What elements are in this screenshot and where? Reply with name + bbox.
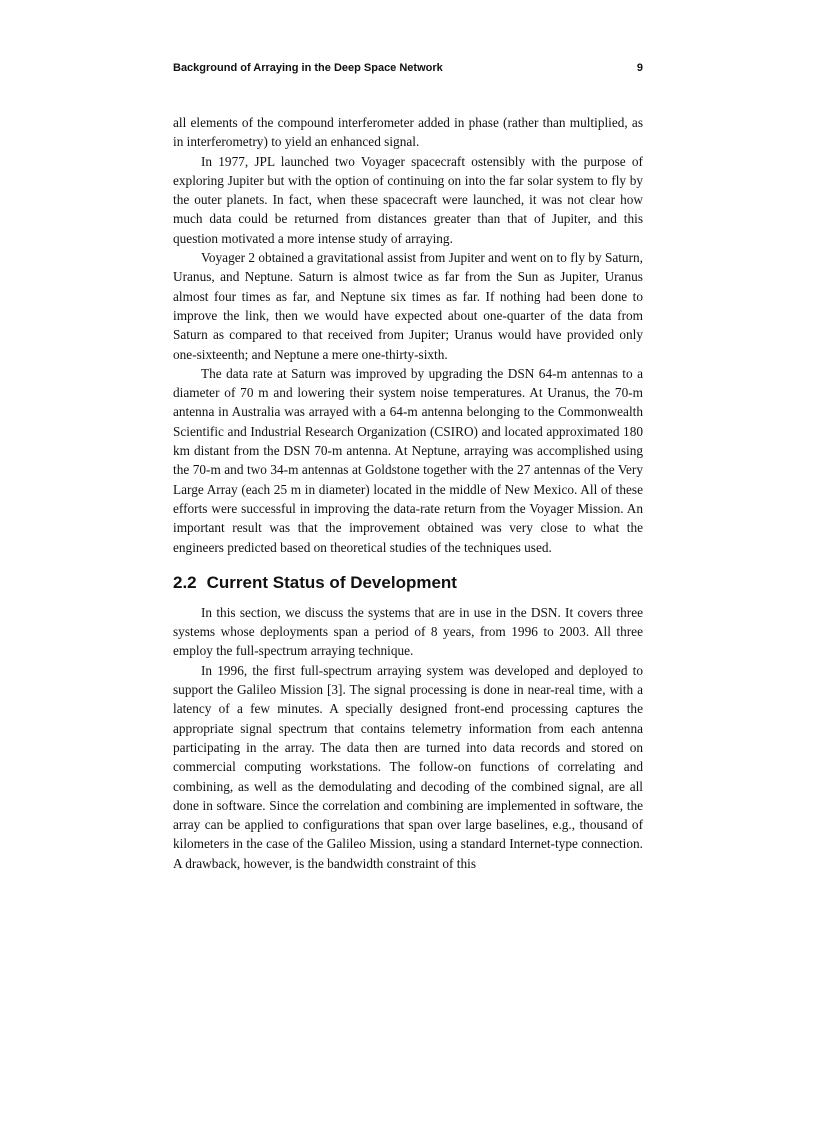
paragraph-data-rate: The data rate at Saturn was improved by upgrading the DSN 64-m antennas to a diameter of 70 m and lowering their system noise temperatures. At Uranus, the 70-m antenna in Australia was arrayed with a 64-m antenna belonging to the Commonwealth Scientific and Industrial Research Organization (CSIRO) and located approximated 180 km distant from the DSN 70-m antenna. At Neptune, arraying was accomplished using the 70-m and two 34-m antennas at Goldstone together with the 27 antennas of the Very Large Array (each 25 m in diameter) located in the middle of New Mexico. All of these efforts were successful in improving the data-rate return from the Voyager Mission. An important result was that the improvement obtained was very close to what the engineers predicted based on theoretical studies of the techniques used. <box>173 365 643 555</box>
section-heading <box>173 571 643 595</box>
running-header-title: Background of Arraying in the Deep Space Network <box>173 62 443 74</box>
running-header <box>173 60 643 76</box>
body-text <box>173 113 643 873</box>
paragraph-section-intro: In this section, we discuss the systems that are in use in the DSN. It covers three systems whose deployments span a period of 8 years, from 1996 to 2003. All three employ the full-spectrum arraying technique. <box>173 604 643 659</box>
section-number: 2.2 <box>173 572 197 592</box>
page-number: 9 <box>636 62 643 74</box>
page <box>173 60 643 873</box>
paragraph-galileo-1996: In 1996, the first full-spectrum arraying system was developed and deployed to support the Galileo Mission [3]. The signal processing is done in near-real time, with a latency of a few minutes. A specially designed front-end processing captures the appropriate signal spectrum that contains telemetry information from each antenna participating in the array. The data then are turned into data records and stored on commercial computing workstations. The follow-on functions of correlating and combining, as well as the demodulating and decoding of the combined signal, are all done in software. Since the correlation and combining are implemented in software, the array can be applied to configurations that span over large baselines, e.g., thousand of kilometers in the case of the Galileo Mission, using a standard Internet-type connection. A drawback, however, is the bandwidth constraint of this <box>173 662 643 871</box>
paragraph-voyager-2: Voyager 2 obtained a gravitational assist from Jupiter and went on to fly by Saturn, Uranus, and Neptune. Saturn is almost twice as far from the Sun as Jupiter, Uranus almost four times as far, and Neptune six times as far. If nothing had been done to improve the link, then we would have expected about one-quarter of the data from Saturn as compared to that received from Jupiter; Uranus would have provided only one-sixteenth; and Neptune a mere one-thirty-sixth. <box>173 250 643 362</box>
paragraph-continuation: all elements of the compound interferometer added in phase (rather than multiplied, as in interferometry) to yield an enhanced signal. <box>173 115 643 150</box>
section-title: Current Status of Development <box>206 572 457 592</box>
paragraph-voyager-launch: In 1977, JPL launched two Voyager spacecraft ostensibly with the purpose of exploring Jupiter but with the option of continuing on into the far solar system to fly by the outer planets. In fact, when these spacecraft were launched, it was not clear how much data could be returned from distances greater than that of Jupiter, and this question motivated a more intense study of arraying. <box>173 153 643 246</box>
